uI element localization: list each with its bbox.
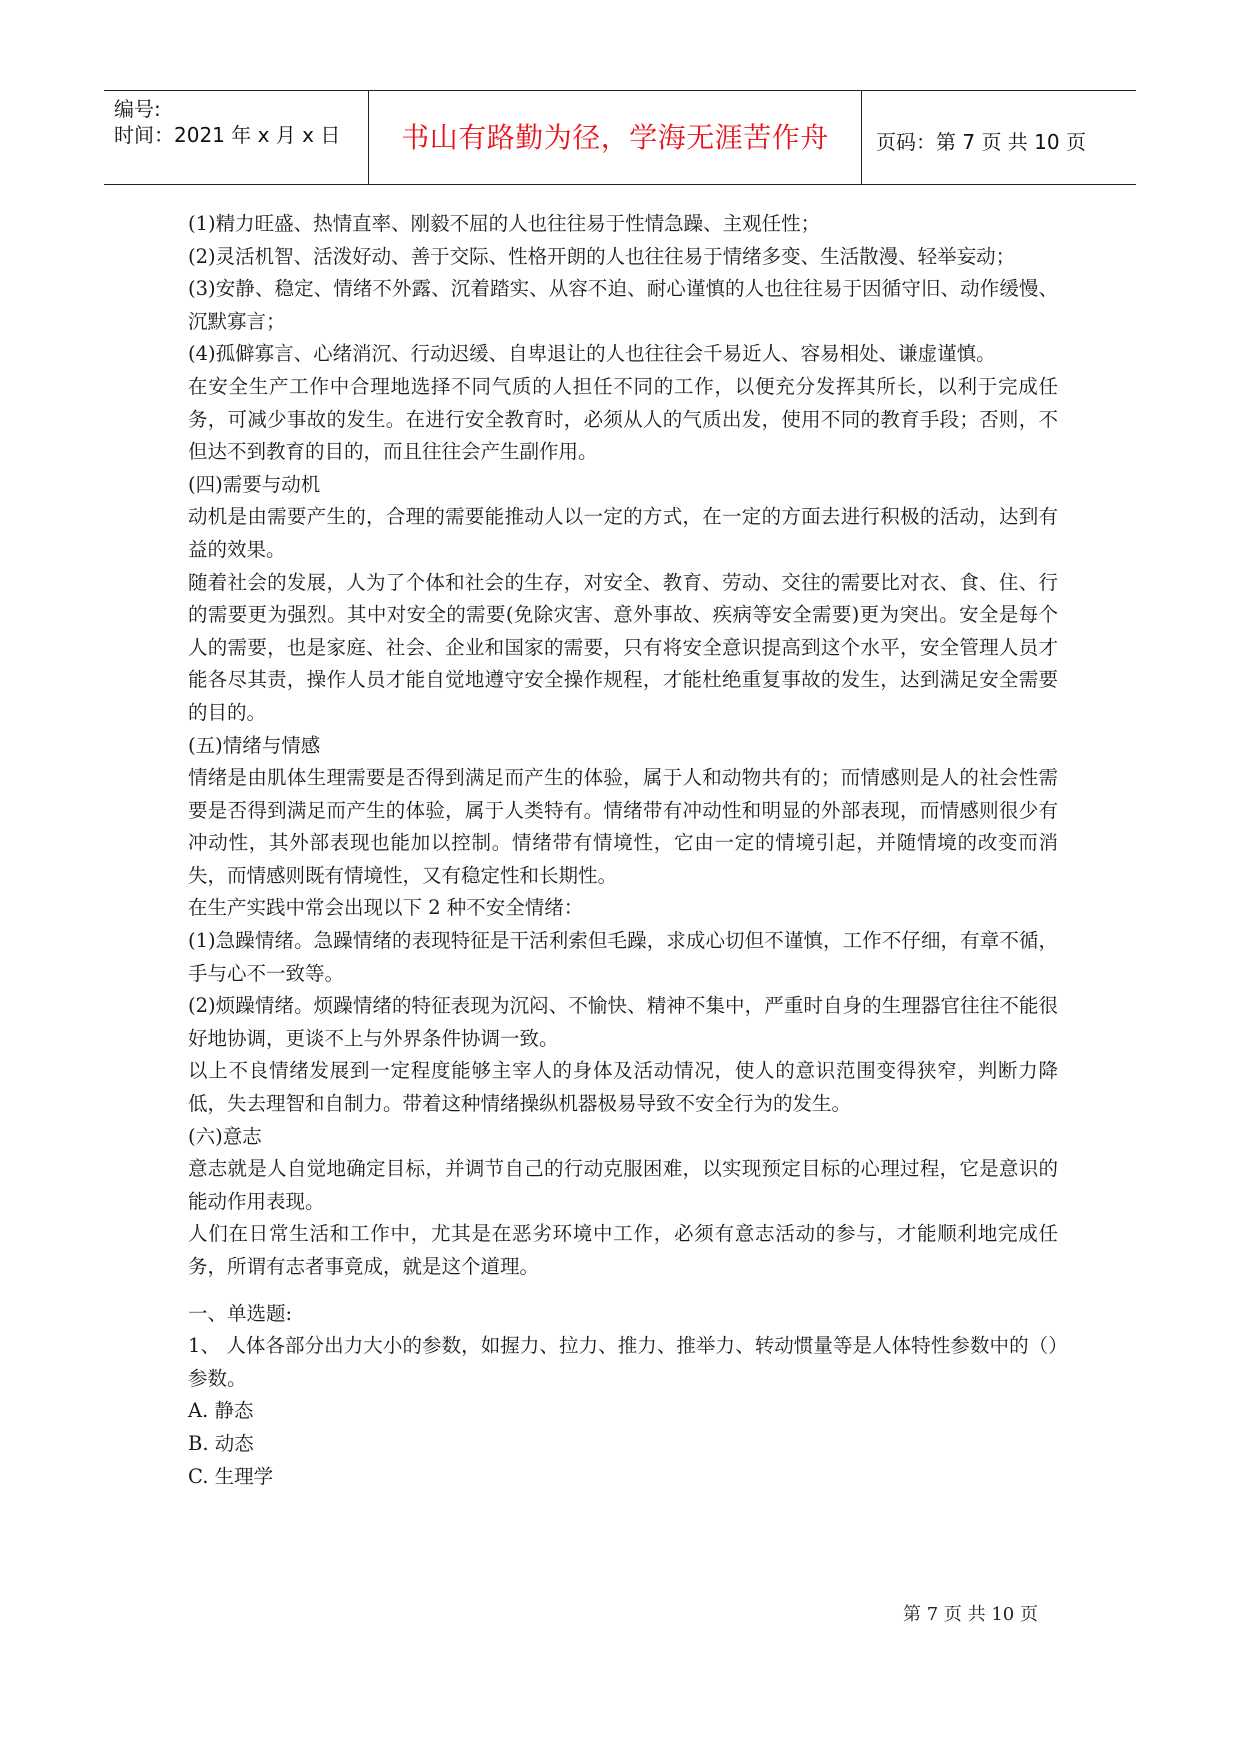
paragraph: 以上不良情绪发展到一定程度能够主宰人的身体及活动情况，使人的意识范围变得狭窄，判断力降低，失去理智和自制力。带着这种情绪操纵机器极易导致不安全行为的发生。 — [188, 1059, 1058, 1116]
paragraph: (1)急躁情绪。急躁情绪的表现特征是干活利索但毛躁，求成心切但不谨慎，工作不仔细，有章不循，手与心不一致等。 — [188, 929, 1058, 985]
page-footer: 第 7 页 共 10 页 — [903, 1604, 1038, 1625]
section-heading: (五)情绪与情感 — [188, 733, 321, 757]
paragraph: 人们在日常生活和工作中，尤其是在恶劣环境中工作，必须有意志活动的参与，才能顺利地完成任务，所谓有志者事竟成，就是这个道理。 — [188, 1222, 1058, 1278]
paragraph: (2)灵活机智、活泼好动、善于交际、性格开朗的人也往往易于情绪多变、生活散漫、轻举妄动； — [188, 244, 1016, 268]
document-body — [188, 208, 1058, 1493]
paragraph: (1)精力旺盛、热情直率、刚毅不屈的人也往往易于性情急躁、主观任性； — [188, 212, 821, 235]
header-left-cell — [104, 91, 369, 184]
paragraph: 动机是由需要产生的，合理的需要能推动人以一定的方式，在一定的方面去进行积极的活动，达到有益的效果。 — [188, 505, 1058, 561]
paragraph: (2)烦躁情绪。烦躁情绪的特征表现为沉闷、不愉快、精神不集中，严重时自身的生理器官往往不能很好地协调，更谈不上与外界条件协调一致。 — [188, 994, 1058, 1050]
paragraph: (3)安静、稳定、情绪不外露、沉着踏实、从容不迫、耐心谨慎的人也往往易于因循守旧、动作缓慢、沉默寡言； — [188, 277, 1058, 333]
section-heading: (六)意志 — [188, 1124, 262, 1148]
section-spacer — [188, 1284, 1058, 1298]
section-heading: (四)需要与动机 — [188, 472, 321, 496]
quiz-option-a: A. 静态 — [188, 1399, 254, 1423]
paragraph: 在生产实践中常会出现以下 2 种不安全情绪： — [188, 896, 584, 920]
quiz-section-title: 一、单选题: — [188, 1301, 293, 1325]
paragraph: 意志就是人自觉地确定目标，并调节自己的行动克服困难，以实现预定目标的心理过程，它是意识的能动作用表现。 — [188, 1157, 1058, 1213]
document-time-label: 时间：2021 年 x 月 x 日 — [114, 123, 341, 147]
paragraph: (4)孤僻寡言、心绪消沉、行动迟缓、自卑退让的人也往往会千易近人、容易相处、谦虚谨慎。 — [188, 342, 996, 366]
paragraph: 在安全生产工作中合理地选择不同气质的人担任不同的工作，以便充分发挥其所长，以利于完成任务，可减少事故的发生。在进行安全教育时，必须从人的气质出发，使用不同的教育手段；否则，不但达不到教育的目的，而且往往会产生副作用。 — [188, 374, 1058, 464]
page-header — [104, 90, 1136, 185]
paragraph: 随着社会的发展，人为了个体和社会的生存，对安全、教育、劳动、交往的需要比对衣、食、住、行的需要更为强烈。其中对安全的需要(免除灾害、意外事故、疾病等安全需要)更为突出。安全是每个人的需要，也是家庭、社会、企业和国家的需要，只有将安全意识提高到这个水平，安全管理人员才能各尽其责，操作人员才能自觉地遵守安全操作规程，才能杜绝重复事故的发生，达到满足安全需要的目的。 — [188, 570, 1058, 724]
header-right-cell — [862, 91, 1136, 184]
header-page-number: 页码：第 7 页 共 10 页 — [876, 130, 1086, 154]
quiz-question: 1、 人体各部分出力大小的参数，如握力、拉力、推力、推举力、转动惯量等是人体特性参数中的（）参数。 — [188, 1334, 1058, 1390]
header-middle-cell — [369, 91, 862, 184]
header-motto: 书山有路勤为径，学海无涯苦作舟 — [401, 121, 829, 154]
quiz-option-b: B. 动态 — [188, 1431, 254, 1455]
document-id-label: 编号: — [114, 97, 161, 121]
quiz-option-c: C. 生理学 — [188, 1464, 274, 1488]
paragraph: 情绪是由肌体生理需要是否得到满足而产生的体验，属于人和动物共有的；而情感则是人的社会性需要是否得到满足而产生的体验，属于人类特有。情绪带有冲动性和明显的外部表现，而情感则很少有冲动性，其外部表现也能加以控制。情绪带有情境性，它由一定的情境引起，并随情境的改变而消失，而情感则既有情境性，又有稳定性和长期性。 — [188, 766, 1058, 887]
